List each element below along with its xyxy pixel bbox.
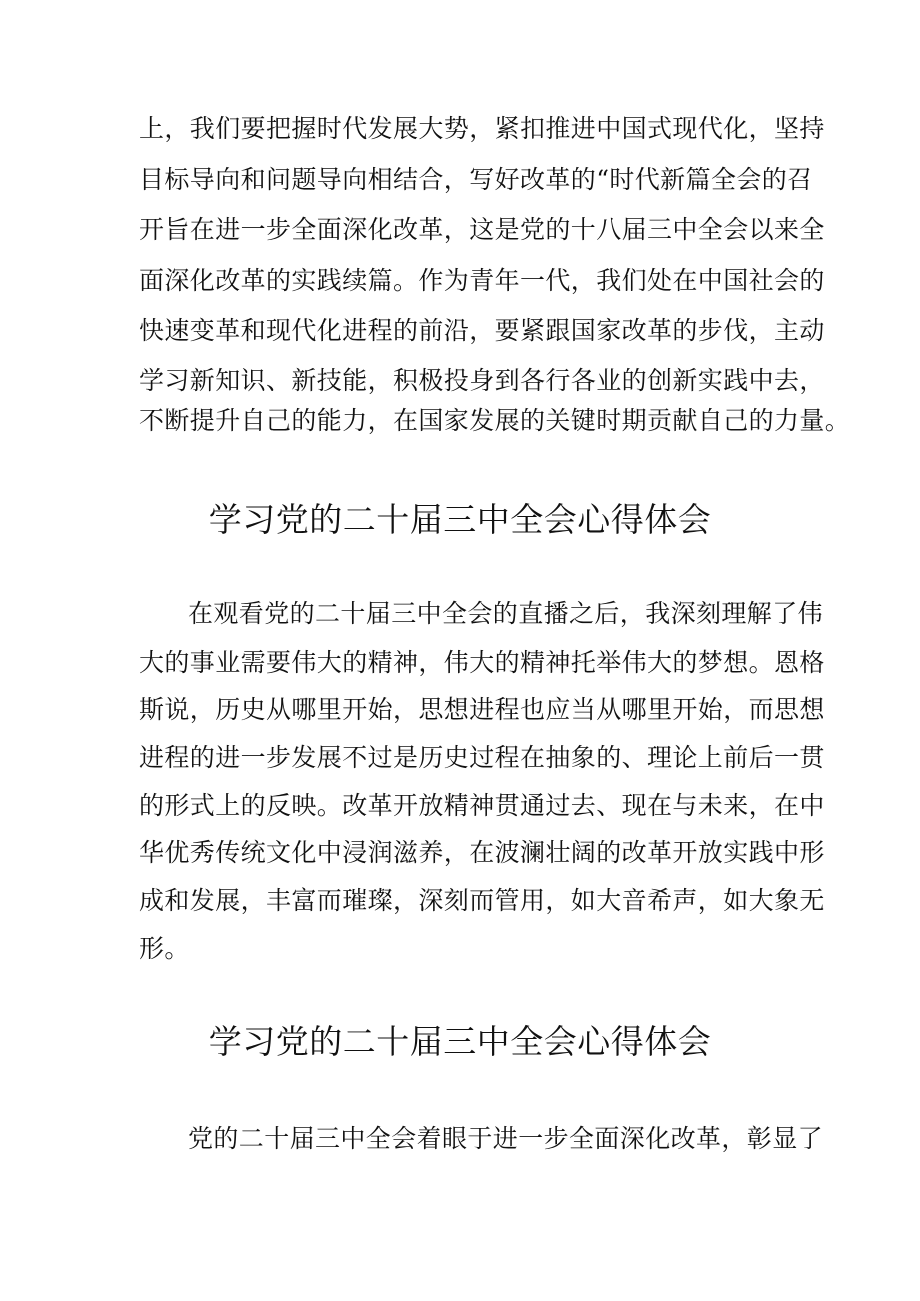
paragraph-line: 快速变革和现代化进程的前沿，要紧跟国家改革的步伐，主动 bbox=[139, 316, 825, 345]
paragraph-line: 开旨在进一步全面深化改革，这是党的十八届三中全会以来全 bbox=[139, 215, 825, 244]
section-heading: 学习党的二十届三中全会心得体会 bbox=[208, 500, 712, 539]
paragraph-line: 党的二十届三中全会着眼于进一步全面深化改革，彰显了 bbox=[188, 1124, 824, 1153]
paragraph-line: 大的事业需要伟大的精神，伟大的精神托举伟大的梦想。恩格 bbox=[139, 648, 825, 677]
paragraph-line: 成和发展，丰富而璀璨，深刻而管用，如大音希声，如大象无 bbox=[139, 886, 825, 915]
paragraph-line: 斯说，历史从哪里开始，思想进程也应当从哪里开始，而思想 bbox=[139, 695, 825, 724]
paragraph-line: 学习新知识、新技能，积极投身到各行各业的创新实践中去， bbox=[139, 366, 825, 395]
paragraph-line: 的形式上的反映。改革开放精神贯通过去、现在与未来，在中 bbox=[139, 791, 825, 820]
paragraph-line: 面深化改革的实践续篇。作为青年一代，我们处在中国社会的 bbox=[139, 266, 825, 295]
paragraph-line: 华优秀传统文化中浸润滋养，在波澜壮阔的改革开放实践中形 bbox=[139, 838, 825, 867]
paragraph-line: 进程的进一步发展不过是历史过程在抽象的、理论上前后一贯 bbox=[139, 743, 825, 772]
paragraph-line: 目标导向和问题导向相结合，写好改革的“时代新篇全会的召 bbox=[139, 165, 813, 194]
section-heading: 学习党的二十届三中全会心得体会 bbox=[208, 1022, 712, 1061]
paragraph-line: 在观看党的二十届三中全会的直播之后，我深刻理解了伟 bbox=[188, 599, 824, 628]
paragraph-line: 形。 bbox=[139, 934, 190, 963]
paragraph-line: 不断提升自己的能力，在国家发展的关键时期贡献自己的力量。 bbox=[139, 406, 851, 435]
paragraph-line: 上，我们要把握时代发展大势，紧扣推进中国式现代化，坚持 bbox=[139, 114, 825, 143]
